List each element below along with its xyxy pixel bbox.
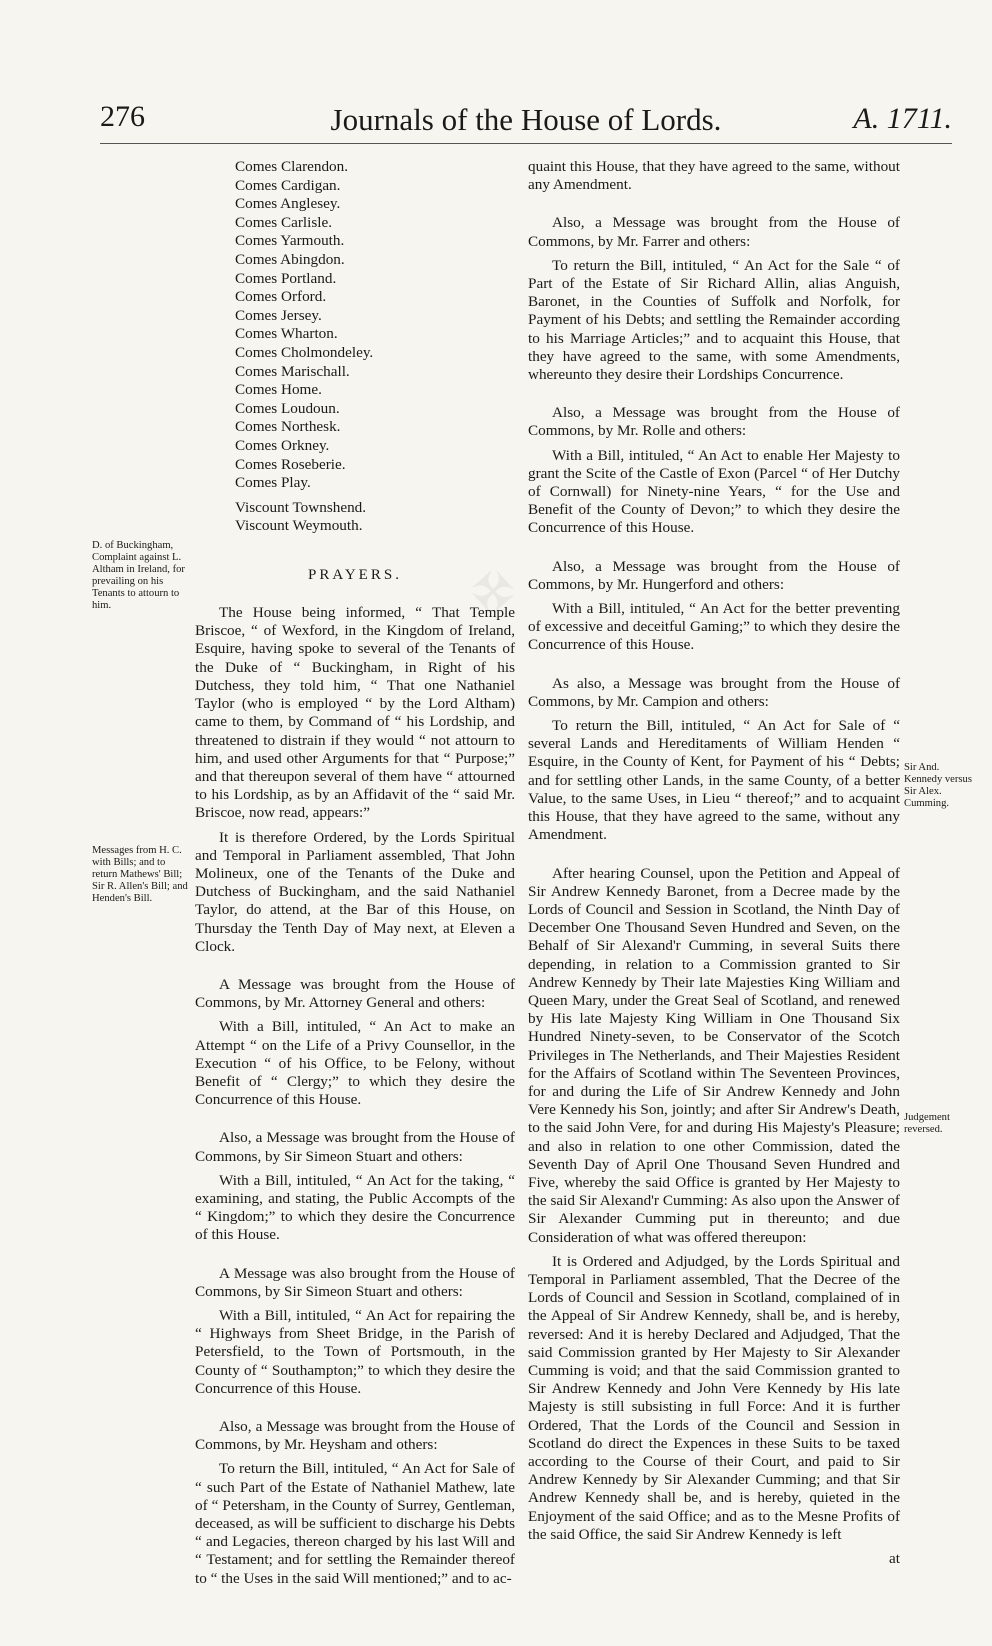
paragraph: Also, a Message was brought from the House of Commons, by Mr. Heysham and others: xyxy=(195,1418,515,1454)
peer-name: Comes Orford. xyxy=(235,288,327,306)
header-rule xyxy=(100,143,952,144)
peer-list xyxy=(235,158,515,536)
peer-name: Comes Play. xyxy=(235,474,311,492)
paragraph: With a Bill, intituled, “ An Act to make an Attempt “ on the Life of a Privy Counsellor, in the Execution “ of his Office, to be Felony, without Benefit of “ Clergy;” to which they desire the Concurrence of this House. xyxy=(195,1018,515,1109)
peer-name: Comes Jersey. xyxy=(235,306,322,324)
peer-name: Comes Home. xyxy=(235,381,322,399)
peer-name: Comes Anglesey. xyxy=(235,195,341,213)
margin-note-messages: Messages from H. C. with Bills; and to return Mathews' Bill; Sir R. Allen's Bill; and Henden's Bill. xyxy=(92,845,188,904)
journal-title: Journals of the House of Lords. xyxy=(330,102,722,137)
paragraph: Also, a Message was brought from the House of Commons, by Mr. Hungerford and others: xyxy=(528,557,900,593)
paragraph: A Message was also brought from the House of Commons, by Sir Simeon Stuart and others: xyxy=(195,1264,515,1300)
paragraph: With a Bill, intituled, “ An Act for the better preventing of excessive and deceitful Gaming;” to which they desire the Concurrence of this House. xyxy=(528,600,900,654)
paragraph: With a Bill, intituled, “ An Act for the taking, “ examining, and stating, the Public Accompts of the “ Kingdom;” to which they desire the Concurrence of this House. xyxy=(195,1171,515,1244)
peer-name: Comes Marischall. xyxy=(235,362,350,380)
peer-name: Comes Northesk. xyxy=(235,418,341,436)
peer-name: Comes Roseberie. xyxy=(235,455,346,473)
paragraph: With a Bill, intituled, “ An Act for repairing the “ Highways from Sheet Bridge, in the Parish of Petersfield, to the Town of Portsmouth, in the County of “ Southampton;” to which they desire the Concurrence of this House. xyxy=(195,1306,515,1397)
paragraph: To return the Bill, intituled, “ An Act for Sale of “ such Part of the Estate of Nathaniel Mathew, late of “ Petersham, in the County of Surrey, Gentleman, deceased, as will be sufficient to discharge his Debts “ and Legacies, thereon charged by his last Will and “ Testament; and for settling the Remainder thereof to “ the Uses in the said Will mentioned;” and to ac- xyxy=(195,1460,515,1587)
peer-name: Comes Loudoun. xyxy=(235,399,340,417)
margin-note-judgement: Judgement reversed. xyxy=(904,1112,950,1135)
page-header xyxy=(100,100,952,142)
peer-name: Comes Carlisle. xyxy=(235,213,333,231)
peer-name: Comes Cholmondeley. xyxy=(235,343,374,361)
paragraph: Also, a Message was brought from the House of Commons, by Sir Simeon Stuart and others: xyxy=(195,1129,515,1165)
viscount-name: Viscount Weymouth. xyxy=(235,517,363,535)
right-column xyxy=(528,158,900,1568)
section-heading-prayers: PRAYERS. xyxy=(308,566,402,583)
paragraph: To return the Bill, intituled, “ An Act for the Sale “ of Part of the Estate of Sir Richard Allin, alias Anguish, Baronet, in the Counties of Suffolk and Norfolk, for Payment of his Debts; and settling the Remainder according to his Marriage Articles;” and to acquaint this House, that they have agreed to the same, with some Amendments, whereunto they desire their Lordships Concurrence. xyxy=(528,256,900,384)
margin-note-buckingham: D. of Buckingham, Complaint against L. Altham in Ireland, for prevailing on his Tenants to attourn to him. xyxy=(92,540,185,611)
paragraph: Also, a Message was brought from the House of Commons, by Mr. Farrer and others: xyxy=(528,214,900,250)
paragraph: With a Bill, intituled, “ An Act to enable Her Majesty to grant the Scite of the Castle of Exon (Parcel “ of Her Dutchy of Cornwall) for Ninety-nine Years, “ for the Use and Benefit of the County of Devon;” to which they desire the Concurrence of this House. xyxy=(528,446,900,537)
peer-name: Comes Abingdon. xyxy=(235,250,345,268)
paragraph: The House being informed, “ That Temple Briscoe, “ of Wexford, in the Kingdom of Ireland, Esquire, having spoke to several of the Tenants of the Duke of “ Buckingham, in Right of his Dutchess, they told him, “ That one Nathaniel Taylor (who is employed “ by the Lord Altham) came to them, by Command of “ his Lordship, and threatened to distrain if they would “ not attourn to him, and used other Arguments for that “ Purpose;” and that thereupon several of them have “ attourned to his Lordship, as by an Affidavit of the “ said Mr. Briscoe, now read, appears:” xyxy=(195,604,515,822)
paragraph: quaint this House, that they have agreed to the same, without any Amendment. xyxy=(528,158,900,194)
peer-name: Comes Portland. xyxy=(235,269,337,287)
margin-note-kennedy: Sir And. Kennedy versus Sir Alex. Cumming. xyxy=(904,762,972,809)
paragraph: To return the Bill, intituled, “ An Act for Sale of “ several Lands and Hereditaments of William Henden “ Esquire, in the County of Kent, for Payment of his “ Debts; and for settling other Lands, in the same County, of a better Value, to the same Uses, in Lieu “ thereof;” and to acquaint this House, that they have agreed to the same, without any Amendment. xyxy=(528,717,900,844)
year-label: A. 1711. xyxy=(853,102,952,135)
catchword: at xyxy=(889,1550,900,1568)
peer-name: Comes Orkney. xyxy=(235,436,330,454)
paragraph: After hearing Counsel, upon the Petition and Appeal of Sir Andrew Kennedy Baronet, from a Decree made by the Lords of Council and Session in Scotland, the Ninth Day of December One Thousand Seven Hundred and Seven, on the Behalf of Sir Alexand'r Cumming, in several Suits there depending, in relation to a Commission granted to Sir Andrew Kennedy by Their late Majesties King William and Queen Mary, under the Great Seal of Scotland, and renewed by His late Majesty King William in One Thousand Six Hundred Ninety-seven, to be Conservator of the Scotch Privileges in The Netherlands, and Their Majesties Resident for the Affairs of Scotland within The Seventeen Provinces, for and during the Life of Sir Andrew Kennedy and John Vere Kennedy his Son, jointly; and after Sir Andrew's Death, to the said John Vere, for and during His Majesty's Pleasure; and also in relation to one other Commission, dated the Seventh Day of April One Thousand Seven Hundred and Five, whereby the said Office is granted by Her Majesty to the said Sir Alexand'r Cumming: As also upon the Answer of Sir Alexander Cumming put in thereunto; and due Consideration of what was offered thereupon: xyxy=(528,864,900,1246)
paragraph: Also, a Message was brought from the House of Commons, by Mr. Rolle and others: xyxy=(528,404,900,440)
viscount-name: Viscount Townshend. xyxy=(235,498,367,516)
paragraph: A Message was brought from the House of Commons, by Mr. Attorney General and others: xyxy=(195,975,515,1012)
paragraph: As also, a Message was brought from the House of Commons, by Mr. Campion and others: xyxy=(528,674,900,710)
peer-name: Comes Cardigan. xyxy=(235,176,341,194)
peer-name: Comes Clarendon. xyxy=(235,158,349,175)
watermark: ✠ xyxy=(461,551,535,625)
peer-name: Comes Yarmouth. xyxy=(235,232,345,250)
paragraph: It is therefore Ordered, by the Lords Spiritual and Temporal in Parliament assembled, That John Molineux, one of the Tenants of the Duke and Dutchess of Buckingham, and the said Nathaniel Taylor, do attend, at the Bar of this House, on Thursday the Tenth Day of May next, at Eleven a Clock. xyxy=(195,828,515,955)
paragraph: It is Ordered and Adjudged, by the Lords Spiritual and Temporal in Parliament assembled, That the Decree of the Lords of Council and Session in Scotland, complained of in the Appeal of Sir Andrew Kennedy, shall be, and is hereby, reversed: And it is hereby Declared and Adjudged, That the said Commission granted by Her Majesty to Sir Alexander Cumming is void; and that the said Commission granted to Sir Andrew Kennedy and John Vere Kennedy by His late Majesty is still subsisting in full Force: And it is further Ordered, That the Lords of the Council and Session in Scotland do direct the Expences in these Suits to be taxed according to the Course of their Court, and paid to Sir Andrew Kennedy by Sir Alexander Cumming; and that Sir Andrew Kennedy shall be, and is hereby, quieted in the Enjoyment of the said Office; and as to the Mesne Profits of the said Office, the said Sir Andrew Kennedy is left xyxy=(528,1252,900,1543)
peer-name: Comes Wharton. xyxy=(235,325,338,343)
page-number: 276 xyxy=(100,100,145,133)
left-column xyxy=(195,158,515,1594)
